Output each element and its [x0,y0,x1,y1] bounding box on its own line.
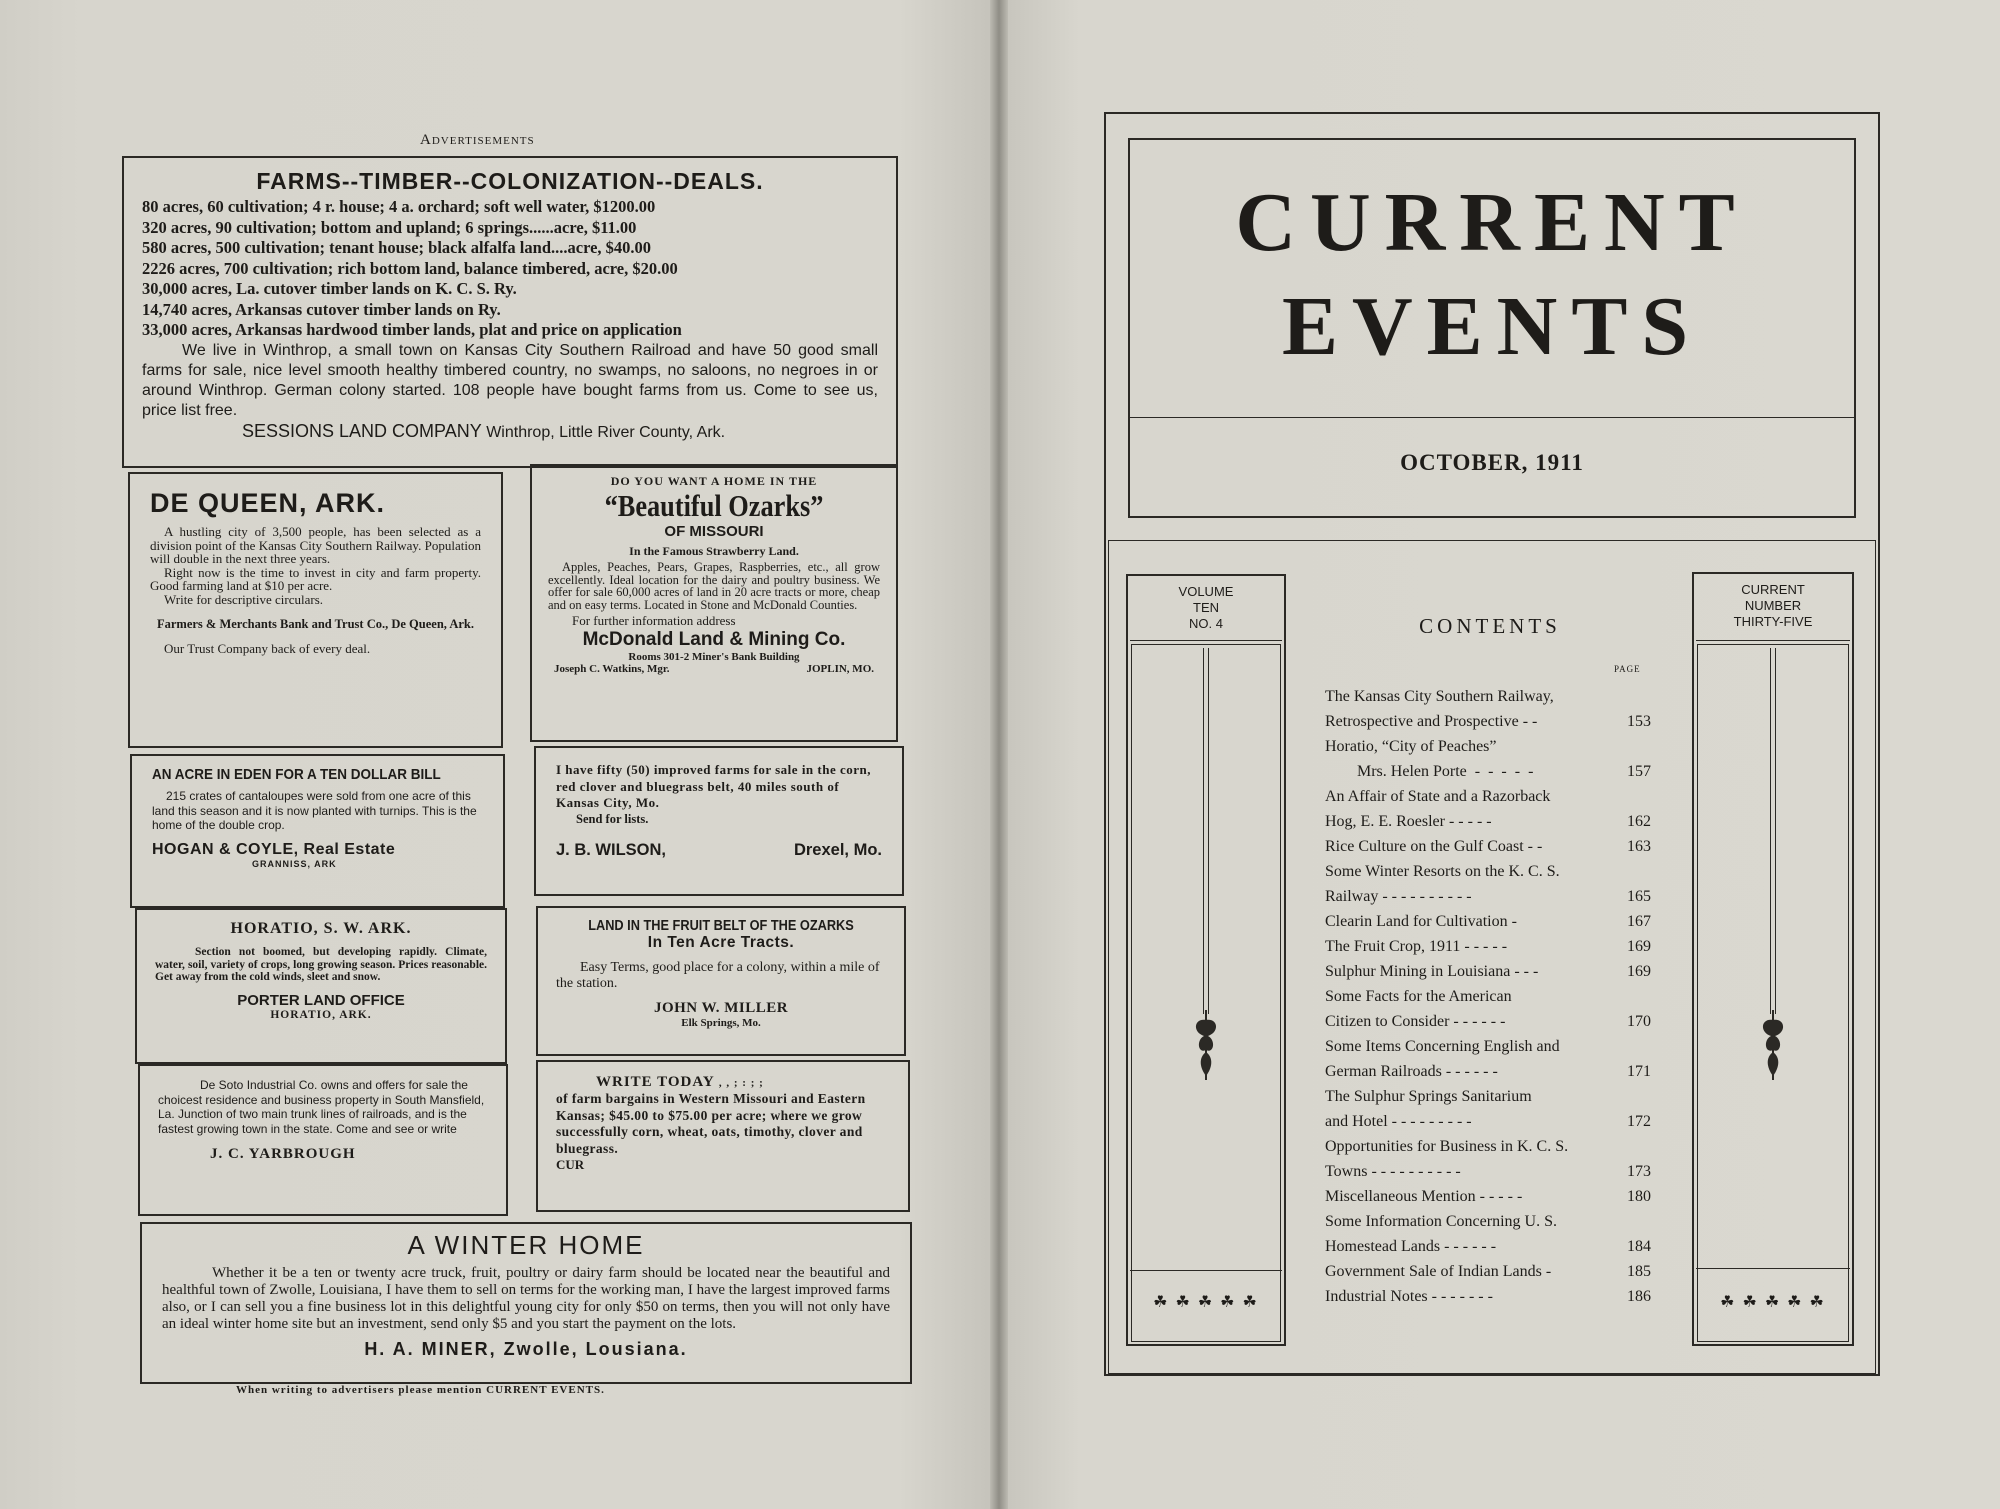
wilson-ad-city: Drexel, Mo. [793,840,882,859]
volume-stem-1 [1203,648,1204,1014]
page-column-label: PAGE [1614,664,1641,674]
wilson-ad-body: I have fifty (50) improved farms for sale in the corn, red clover and bluegrass belt, 40 miles south of Kansas City, Mo. [556,762,872,810]
toc-entry-page: 162 [1627,813,1651,830]
horatio-ad-office: PORTER LAND OFFICE [237,991,405,1009]
listing-line: 14,740 acres, Arkansas cutover timber lands on Ry. [142,299,501,319]
volume-panel-rule-top [1130,640,1282,641]
number-stem-1 [1770,648,1771,1014]
winter-home-ad [140,1222,912,1384]
title-divider [1130,417,1854,418]
toc-entry-page: 184 [1627,1238,1651,1255]
toc-entry-title: Industrial Notes - - - - - - - [1325,1288,1493,1305]
advertisers-footer-note: When writing to advertisers please mention CURRENT EVENTS. [236,1384,605,1396]
ozarks-ad-manager: Joseph C. Watkins, Mgr. [554,663,670,675]
dequeen-ad-footer: Our Trust Company back of every deal. [164,641,371,656]
toc-entry[interactable] [1325,1209,1651,1234]
ozarks-ad-address-intro: For further information address [572,613,736,628]
toc-entry[interactable] [1325,859,1651,884]
toc-entry[interactable] [1325,959,1651,984]
listing-line: 580 acres, 500 cultivation; tenant house; black alfalfa land....acre, $40.00 [142,238,652,257]
toc-entry[interactable] [1325,1059,1651,1084]
eden-ad [130,754,505,908]
fruit-belt-ad [536,906,906,1056]
toc-entry[interactable] [1325,759,1651,784]
toc-entry[interactable] [1325,809,1651,834]
write-today-ad [536,1060,910,1212]
volume-panel-inner [1131,644,1281,1342]
title-events: EVENTS [1281,280,1703,373]
desoto-ad [138,1064,508,1216]
toc-entry[interactable] [1325,1284,1651,1309]
toc-entry-page: 169 [1627,938,1651,955]
toc-entry-title: Railway - - - - - - - - - - [1325,888,1472,905]
leaf-ornament-icon [1188,1010,1224,1080]
horatio-ad [135,908,507,1064]
winter-home-ad-body: Whether it be a ten or twenty acre truck, fruit, poultry or dairy farm should be located near the beautiful and healthful town of Zwolle, Louisiana, I have them to sell on terms for the working man, I have the largest improved farms also, or I can sell you a fine business lot in this delightful young city for only $50 on terms, then you will not only have an ideal winter home site but an investment, send only $5 and you start the payment on the lots. [162,1265,890,1332]
volume-ornament-row: ☘ ☘ ☘ ☘ ☘ [1153,1294,1259,1311]
horatio-ad-title: HORATIO, S. W. ARK. [230,920,412,937]
toc-entry-title: Some Items Concerning English and [1325,1038,1560,1055]
desoto-ad-name: J. C. YARBROUGH [210,1146,356,1162]
toc-entry[interactable] [1325,684,1651,709]
ozarks-ad [530,464,898,742]
toc-entry-title: Opportunities for Business in K. C. S. [1325,1138,1569,1155]
wilson-ad-name: J. B. WILSON, [556,840,667,859]
toc-entry-page: 169 [1627,963,1651,980]
toc-entry-page: 165 [1627,888,1651,905]
toc-entry[interactable] [1325,1184,1651,1209]
toc-entry-title: Some Information Concerning U. S. [1325,1213,1557,1230]
volume-label [1130,584,1282,632]
toc-entry-title: and Hotel - - - - - - - - - [1325,1113,1472,1130]
toc-entry[interactable] [1325,984,1651,1009]
toc-entry[interactable] [1325,734,1651,759]
toc-entry-title: Mrs. Helen Porte - - - - - [1325,763,1534,780]
signature-place: Winthrop, Little River County, Ark. [486,423,726,441]
toc-entry-page: 171 [1627,1063,1651,1080]
toc-entry-title: Miscellaneous Mention - - - - - [1325,1188,1523,1205]
toc-entry-page: 185 [1627,1263,1651,1280]
toc-list [1325,684,1651,1309]
toc-entry[interactable] [1325,1109,1651,1134]
toc-entry-page: 173 [1627,1163,1651,1180]
write-today-ad-title-row [556,1074,890,1091]
page-header: Advertisements [420,132,535,148]
ozarks-ad-title: “Beautiful Ozarks” [604,488,824,523]
dequeen-ad-bank: Farmers & Merchants Bank and Trust Co., De Queen, Ark. [156,617,474,631]
title-current: CURRENT [1235,176,1749,269]
wilson-ad-signature-row [556,841,882,860]
toc-entry-title: Towns - - - - - - - - - - [1325,1163,1461,1180]
toc-entry[interactable] [1325,884,1651,909]
eden-ad-signature: HOGAN & COYLE, Real Estate [152,840,396,858]
toc-entry-title: Sulphur Mining in Louisiana - - - [1325,963,1539,980]
ozarks-ad-subtitle: OF MISSOURI [664,523,764,540]
volume-line: NO. 4 [1189,616,1223,631]
toc-entry-title: German Railroads - - - - - - [1325,1063,1498,1080]
issue-date: OCTOBER, 1911 [1400,450,1584,475]
write-today-ad-title-tail: , , ; : ; ; [718,1077,764,1089]
eden-ad-place: GRANNISS, ARK [252,858,337,869]
toc-entry-page: 167 [1627,913,1651,930]
dequeen-ad-body1: A hustling city of 3,500 people, has been selected as a division point of the Kansas City Southern Railway. Population will double in the next three years. [150,524,481,566]
ozarks-ad-rooms: Rooms 301-2 Miner's Bank Building [628,651,800,663]
toc-entry-page: 186 [1627,1288,1651,1305]
ozarks-ad-city: JOPLIN, MO. [806,663,874,675]
toc-entry[interactable] [1325,1234,1651,1259]
toc-entry[interactable] [1325,709,1651,734]
fruit-belt-ad-body: Easy Terms, good place for a colony, within a mile of the station. [556,960,880,991]
ozarks-ad-body: Apples, Peaches, Pears, Grapes, Raspberries, etc., all grow excellently. Ideal location for the dairy and poultry business. We offer for sale 60,000 acres of land in 20 acre tracts or more, cheap and on easy terms. Located in Stone and McDonald Counties. [548,560,880,612]
volume-stem-2 [1208,648,1209,1014]
number-panel-rule-top [1696,640,1850,641]
toc-entry-page: 170 [1627,1013,1651,1030]
eden-ad-body: 215 crates of cantaloupes were sold from one acre of this land this season and it is now planted with turnips. This is the home of the double crop. [152,789,477,832]
volume-line: TEN [1193,600,1219,615]
horatio-ad-body: Section not boomed, but developing rapidly. Climate, water, soil, variety of crops, long growing season. Prices reasonable. Get away from the cold winds, sleet and snow. [155,946,487,983]
toc-entry-title: Retrospective and Prospective - - [1325,713,1538,730]
toc-entry-title: Horatio, “City of Peaches” [1325,738,1497,755]
fruit-belt-ad-title: LAND IN THE FRUIT BELT OF THE OZARKS [588,918,854,934]
desoto-ad-body: De Soto Industrial Co. owns and offers for sale the choicest residence and business property in South Mansfield, La. Junction of two main trunk lines of railroads, and is the fastest growing town in the state. Come and see or write [158,1078,485,1136]
horatio-ad-place: HORATIO, ARK. [270,1008,372,1021]
toc-entry[interactable] [1325,1034,1651,1059]
fruit-belt-ad-name: JOHN W. MILLER [653,1000,789,1016]
ozarks-ad-kicker: DO YOU WANT A HOME IN THE [610,474,818,488]
toc-entry[interactable] [1325,934,1651,959]
toc-entry[interactable] [1325,1134,1651,1159]
toc-entry-title: Some Facts for the American [1325,988,1512,1005]
volume-line: VOLUME [1178,584,1234,599]
leaf-ornament-icon [1755,1010,1791,1080]
farms-ad [122,156,898,468]
toc-entry[interactable] [1325,834,1651,859]
toc-entry-title: Some Winter Resorts on the K. C. S. [1325,863,1560,880]
write-today-ad-body: of farm bargains in Western Missouri and Eastern Kansas; $45.00 to $75.00 per acre; where we grow successfully corn, wheat, oats, timothy, clover and bluegrass. [556,1091,866,1156]
toc-entry[interactable] [1325,909,1651,934]
farms-ad-title: FARMS--TIMBER--COLONIZATION--DEALS. [256,168,764,194]
toc-entry-page: 163 [1627,838,1651,855]
listing-line: 80 acres, 60 cultivation; 4 r. house; 4 a. orchard; soft well water, $1200.00 [142,197,656,216]
write-today-ad-title: WRITE TODAY [596,1074,715,1090]
ozarks-ad-subtitle2: In the Famous Strawberry Land. [629,544,799,558]
wilson-ad [534,746,904,896]
dequeen-ad-body2: Right now is the time to invest in city and farm property. Good farming land at $10 per acre. [150,564,481,593]
farms-ad-body: We live in Winthrop, a small town on Kansas City Southern Railroad and have 50 good small farms for sale, nice level smooth healthy timbered country, no swamps, no saloons, no negroes in or around Winthrop. German colony started. 108 people have bought farms from us. Come to see us, price list free. [142,341,878,419]
listing-line: 30,000 acres, La. cutover timber lands on K. C. S. Ry. [142,279,517,298]
number-panel-inner [1697,644,1849,1342]
contents-heading: CONTENTS [1419,614,1561,638]
toc-entry-title: Clearin Land for Cultivation - [1325,913,1517,930]
toc-entry[interactable] [1325,1084,1651,1109]
dequeen-ad-body3: Write for descriptive circulars. [164,591,324,607]
toc-entry-title: An Affair of State and a Razorback [1325,788,1551,805]
toc-entry-title: Rice Culture on the Gulf Coast - - [1325,838,1543,855]
number-line: NUMBER [1744,598,1802,613]
listing-line: 2226 acres, 700 cultivation; rich bottom land, balance timbered, acre, $20.00 [142,258,678,278]
ozarks-ad-manager-row [548,663,880,675]
toc-entry-title: The Kansas City Southern Railway, [1325,688,1554,705]
number-label [1696,582,1850,630]
farms-ad-signature [142,421,878,443]
toc-entry-title: The Fruit Crop, 1911 - - - - - [1325,938,1508,955]
fruit-belt-ad-subtitle: In Ten Acre Tracts. [647,934,795,951]
number-line: CURRENT [1741,582,1805,597]
toc-entry[interactable] [1325,1259,1651,1284]
signature-company: SESSIONS LAND COMPANY [242,420,482,441]
toc-entry-page: 172 [1627,1113,1651,1130]
ozarks-ad-company: McDonald Land & Mining Co. [582,629,846,650]
write-today-ad-footer: CUR [556,1157,585,1172]
dequeen-ad-title: DE QUEEN, ARK. [150,488,386,518]
farms-ad-listings [142,197,878,341]
listing-line: 320 acres, 90 cultivation; bottom and upland; 6 springs......acre, $11.00 [142,217,637,237]
toc-entry-page: 153 [1627,713,1651,730]
listing-line: 33,000 acres, Arkansas hardwood timber lands, plat and price on application [142,320,682,339]
wilson-ad-send: Send for lists. [576,811,649,826]
number-stem-2 [1775,648,1776,1014]
toc-entry[interactable] [1325,1159,1651,1184]
dequeen-ad [128,472,503,748]
toc-entry[interactable] [1325,784,1651,809]
number-line: THIRTY-FIVE [1733,614,1813,629]
number-ornament-row: ☘ ☘ ☘ ☘ ☘ [1720,1294,1826,1311]
toc-entry-page: 180 [1627,1188,1651,1205]
book-gutter [990,0,1008,1509]
toc-entry-page: 157 [1627,763,1651,780]
winter-home-ad-signature: H. A. MINER, Zwolle, Lousiana. [364,1339,688,1359]
winter-home-ad-title: A WINTER HOME [407,1230,645,1260]
eden-ad-title: AN ACRE IN EDEN FOR A TEN DOLLAR BILL [152,766,441,783]
toc-entry-title: Citizen to Consider - - - - - - [1325,1013,1506,1030]
fruit-belt-ad-place: Elk Springs, Mo. [681,1017,761,1029]
toc-entry-title: Hog, E. E. Roesler - - - - - [1325,813,1492,830]
toc-entry[interactable] [1325,1009,1651,1034]
toc-entry-title: The Sulphur Springs Sanitarium [1325,1088,1532,1105]
toc-entry-title: Homestead Lands - - - - - - [1325,1238,1497,1255]
toc-entry-title: Government Sale of Indian Lands - [1325,1263,1552,1280]
